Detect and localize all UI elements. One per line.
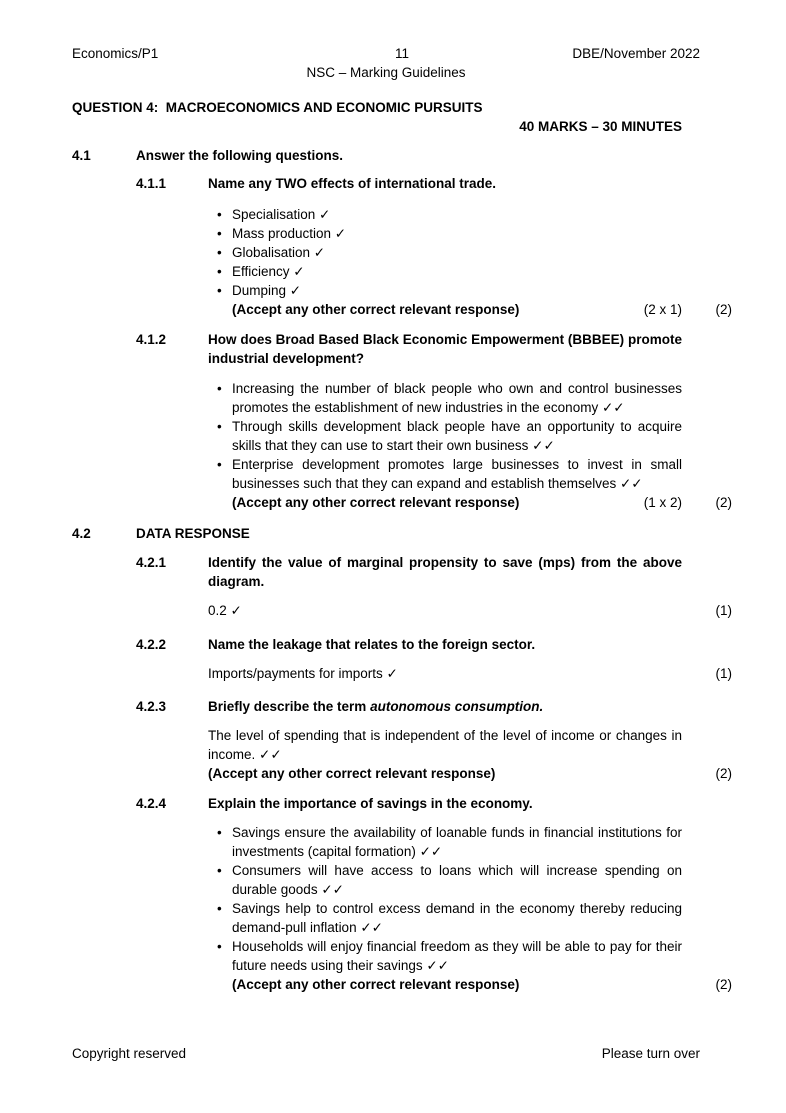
mark-total: (2) xyxy=(715,495,732,510)
mark-total: (1) xyxy=(715,603,732,618)
spacer xyxy=(136,601,208,620)
mark-total: (2) xyxy=(715,302,732,317)
bullet-item xyxy=(208,281,682,300)
answer-4-2-4 xyxy=(72,823,732,994)
accept-note: (Accept any other correct relevant response) xyxy=(208,766,496,781)
question-number: 4.1.2 xyxy=(136,332,167,347)
bullet-dot: • xyxy=(217,264,222,279)
bullet-dot: • xyxy=(217,207,222,222)
bullet-item xyxy=(208,379,682,417)
section-heading: Answer the following questions. xyxy=(136,148,344,163)
header-page-number: 11 xyxy=(394,46,409,61)
bullet-dot: • xyxy=(217,226,222,241)
bullet-dot: • xyxy=(217,283,222,298)
spacer xyxy=(72,664,136,683)
question-4-2-4 xyxy=(72,794,732,813)
question-4-2-1 xyxy=(72,553,732,591)
accept-note: (Accept any other correct relevant response) xyxy=(232,977,520,992)
question-number: 4.2.2 xyxy=(136,637,167,652)
question-text: Identify the value of marginal propensity to save (mps) from the above diagram. xyxy=(208,555,682,589)
spacer xyxy=(136,726,208,783)
question-text: Explain the importance of savings in the economy. xyxy=(208,796,533,811)
header-subtitle: NSC – Marking Guidelines xyxy=(306,65,466,80)
bullet-text: Globalisation ✓ xyxy=(232,245,326,260)
spacer xyxy=(72,601,136,620)
bullet-item xyxy=(208,262,682,281)
answer-text: The level of spending that is independent of the level of income or changes in income. ✓✓ xyxy=(208,728,682,762)
bullet-dot: • xyxy=(217,457,222,472)
spacer xyxy=(72,330,136,368)
accept-line xyxy=(208,975,682,994)
page-footer xyxy=(72,1044,700,1063)
question-text: Name any TWO effects of international trade. xyxy=(208,176,497,191)
answer-4-1-1 xyxy=(72,205,732,319)
bullet-text: Savings ensure the availability of loanable funds in financial institutions for investments (capital formation) ✓✓ xyxy=(232,825,682,859)
bullet-item xyxy=(208,937,682,975)
question-4-1-2 xyxy=(72,330,732,368)
answer-block xyxy=(208,726,682,783)
spacer xyxy=(72,205,136,319)
answer-4-2-1 xyxy=(72,601,732,620)
accept-line xyxy=(208,300,682,319)
bullet-item xyxy=(208,899,682,937)
mark-total: (2) xyxy=(715,766,732,781)
bullet-dot: • xyxy=(217,245,222,260)
header-exam-date: DBE/November 2022 xyxy=(572,46,700,61)
footer-copyright: Copyright reserved xyxy=(72,1046,187,1061)
answer-4-1-2 xyxy=(72,379,732,512)
question-number: 4.2.1 xyxy=(136,555,167,570)
question-text-prefix: Briefly describe the term xyxy=(208,699,371,714)
bullet-dot: • xyxy=(217,381,222,396)
spacer xyxy=(72,697,136,716)
header-doc-code: Economics/P1 xyxy=(72,46,159,61)
bullet-dot: • xyxy=(217,939,222,954)
bullet-text: Mass production ✓ xyxy=(232,226,347,241)
bullet-text: Specialisation ✓ xyxy=(232,207,331,222)
question-text: Name the leakage that relates to the foreign sector. xyxy=(208,637,536,652)
question-4-1-1 xyxy=(72,174,732,193)
section-heading: DATA RESPONSE xyxy=(136,526,250,541)
spacer xyxy=(72,726,136,783)
section-4-1 xyxy=(72,146,732,165)
mark-total: (2) xyxy=(715,977,732,992)
spacer xyxy=(136,205,208,319)
question-title: QUESTION 4: MACROECONOMICS AND ECONOMIC PURSUITS xyxy=(72,100,483,115)
section-number: 4.1 xyxy=(72,148,91,163)
answer-block xyxy=(208,379,682,512)
bullet-dot: • xyxy=(217,419,222,434)
accept-line xyxy=(208,493,682,512)
mark-factor: (1 x 2) xyxy=(643,495,682,510)
answer-block xyxy=(208,823,682,994)
bullet-item xyxy=(208,455,682,493)
bullet-item xyxy=(208,205,682,224)
question-title-block xyxy=(72,98,682,136)
bullet-text: Savings help to control excess demand in the economy thereby reducing demand-pull inflation ✓✓ xyxy=(232,901,682,935)
section-number: 4.2 xyxy=(72,526,91,541)
bullet-item xyxy=(208,861,682,899)
page-header xyxy=(72,44,732,63)
bullet-dot: • xyxy=(217,825,222,840)
spacer xyxy=(72,794,136,813)
mark-total: (1) xyxy=(715,666,732,681)
bullet-dot: • xyxy=(217,863,222,878)
spacer xyxy=(72,553,136,591)
question-number: 4.2.3 xyxy=(136,699,167,714)
question-number: 4.2.4 xyxy=(136,796,167,811)
spacer xyxy=(136,664,208,683)
bullet-text: Through skills development black people have an opportunity to acquire skills that they can use to start their own business ✓✓ xyxy=(232,419,682,453)
bullet-text: Dumping ✓ xyxy=(232,283,302,298)
section-4-2 xyxy=(72,524,732,543)
bullet-text: Enterprise development promotes large businesses to invest in small businesses such that they can expand and establish themselves ✓✓ xyxy=(232,457,682,491)
answer-text: 0.2 ✓ xyxy=(208,603,242,618)
question-4-2-3 xyxy=(72,697,732,716)
question-number: 4.1.1 xyxy=(136,176,167,191)
answer-4-2-3 xyxy=(72,726,732,783)
bullet-text: Efficiency ✓ xyxy=(232,264,305,279)
footer-turn-over: Please turn over xyxy=(601,1046,700,1061)
spacer xyxy=(72,635,136,654)
answer-block xyxy=(208,205,682,319)
spacer xyxy=(72,823,136,994)
question-text xyxy=(208,697,682,716)
accept-note: (Accept any other correct relevant response) xyxy=(232,495,520,510)
spacer xyxy=(136,823,208,994)
accept-note: (Accept any other correct relevant response) xyxy=(232,302,520,317)
spacer xyxy=(72,174,136,193)
bullet-dot: • xyxy=(217,901,222,916)
question-4-2-2 xyxy=(72,635,732,654)
bullet-text: Households will enjoy financial freedom as they will be able to pay for their future needs using their savings ✓✓ xyxy=(232,939,682,973)
bullet-text: Increasing the number of black people who own and control businesses promotes the establishment of new industries in the economy ✓✓ xyxy=(232,381,682,415)
answer-4-2-2 xyxy=(72,664,732,683)
spacer xyxy=(72,379,136,512)
bullet-item xyxy=(208,243,682,262)
bullet-item xyxy=(208,224,682,243)
bullet-item xyxy=(208,417,682,455)
mark-factor: (2 x 1) xyxy=(643,302,682,317)
question-text: How does Broad Based Black Economic Empowerment (BBBEE) promote industrial development? xyxy=(208,332,682,366)
question-term-italic: autonomous consumption. xyxy=(370,699,544,714)
bullet-item xyxy=(208,823,682,861)
bullet-text: Consumers will have access to loans which will increase spending on durable goods ✓✓ xyxy=(232,863,682,897)
answer-text: Imports/payments for imports ✓ xyxy=(208,666,398,681)
spacer xyxy=(136,379,208,512)
marks-time: 40 MARKS – 30 MINUTES xyxy=(519,119,682,134)
